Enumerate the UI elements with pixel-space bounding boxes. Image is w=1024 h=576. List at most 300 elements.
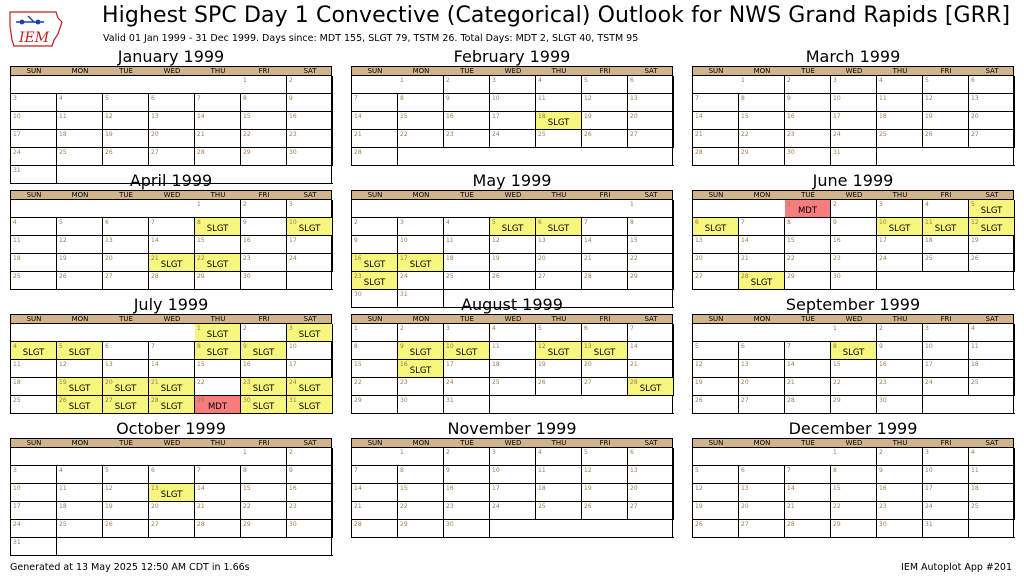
day-cell [785, 520, 831, 538]
day-number: 14 [151, 237, 159, 244]
day-number: 17 [492, 113, 500, 120]
day-cell [785, 112, 831, 130]
day-cell [923, 448, 969, 466]
day-cell [582, 218, 628, 236]
day-cell [582, 484, 628, 502]
day-cell [195, 324, 241, 342]
day-cell [352, 272, 398, 290]
day-cell [490, 218, 536, 236]
day-number: 26 [695, 397, 703, 404]
day-number: 22 [630, 255, 638, 262]
day-number: 14 [354, 113, 362, 120]
day-number: 26 [492, 273, 500, 280]
day-cell [877, 236, 923, 254]
day-number: 2 [446, 449, 450, 456]
day-cell [287, 254, 333, 272]
day-number: 2 [879, 449, 883, 456]
day-cell [831, 324, 877, 342]
day-cell [57, 218, 103, 236]
month-grid [10, 190, 332, 290]
day-cell [969, 76, 1015, 94]
day-number: 24 [289, 255, 297, 262]
day-cell [195, 130, 241, 148]
day-number: 10 [833, 95, 841, 102]
day-number: 12 [695, 485, 703, 492]
day-number: 12 [59, 361, 67, 368]
day-number: 30 [787, 149, 795, 156]
weekday-label: THU [892, 439, 908, 447]
day-cell [693, 466, 739, 484]
day-cell [923, 254, 969, 272]
day-number: 2 [446, 77, 450, 84]
day-cell [241, 236, 287, 254]
day-cell [57, 466, 103, 484]
day-number: 27 [741, 397, 749, 404]
weekday-label: MON [412, 67, 430, 75]
weekday-label: FRI [599, 191, 611, 199]
day-cell [287, 236, 333, 254]
day-number: 28 [741, 273, 749, 280]
day-cell [398, 396, 444, 414]
day-number: 23 [289, 503, 297, 510]
day-cell [923, 200, 969, 218]
day-number: 1 [787, 201, 791, 208]
outlook-category-label: SLGT [547, 118, 570, 128]
day-cell [536, 360, 582, 378]
day-number: 5 [695, 467, 699, 474]
day-cell [241, 272, 287, 290]
day-cell [536, 130, 582, 148]
weekday-label: TUE [119, 191, 133, 199]
day-number: 20 [151, 131, 159, 138]
day-cell [57, 112, 103, 130]
day-number: 15 [197, 237, 205, 244]
day-number: 30 [243, 397, 251, 404]
day-cell [969, 360, 1015, 378]
day-number: 29 [630, 273, 638, 280]
day-number: 25 [538, 503, 546, 510]
day-number: 14 [741, 237, 749, 244]
day-cell [693, 130, 739, 148]
day-number: 13 [151, 485, 159, 492]
day-number: 9 [400, 343, 404, 350]
day-number: 3 [400, 219, 404, 226]
day-number: 14 [630, 343, 638, 350]
outlook-category-label: SLGT [980, 224, 1003, 234]
day-cell [693, 94, 739, 112]
day-cell [444, 520, 490, 538]
day-number: 30 [879, 521, 887, 528]
outlook-category-label: SLGT [750, 278, 773, 288]
day-number: 23 [446, 131, 454, 138]
outlook-category-label: SLGT [252, 384, 275, 394]
day-cell [57, 236, 103, 254]
day-cell [287, 520, 333, 538]
day-number: 31 [833, 149, 841, 156]
month-grid [351, 438, 673, 538]
day-number: 6 [105, 343, 109, 350]
day-number: 24 [879, 255, 887, 262]
outlook-category-label: SLGT [547, 224, 570, 234]
weekday-label: WED [504, 315, 522, 323]
month-title: July 1999 [133, 295, 209, 314]
day-number: 22 [197, 379, 205, 386]
day-cell [536, 466, 582, 484]
day-cell [969, 112, 1015, 130]
day-cell [11, 484, 57, 502]
day-cell [739, 236, 785, 254]
day-cell [739, 360, 785, 378]
day-number: 28 [787, 397, 795, 404]
day-cell [103, 342, 149, 360]
day-number: 27 [105, 397, 113, 404]
day-cell [287, 448, 333, 466]
day-cell [785, 94, 831, 112]
day-cell [877, 342, 923, 360]
day-cell [739, 76, 785, 94]
day-cell [536, 324, 582, 342]
weekday-label: SAT [985, 191, 999, 199]
day-number: 16 [400, 361, 408, 368]
day-number: 14 [695, 113, 703, 120]
weekday-label: MON [753, 439, 771, 447]
day-number: 1 [741, 77, 745, 84]
weekday-label: SAT [644, 315, 658, 323]
day-cell [149, 378, 195, 396]
weekday-label: TUE [460, 439, 474, 447]
day-cell [831, 130, 877, 148]
day-number: 15 [833, 361, 841, 368]
day-cell [11, 236, 57, 254]
day-cell [693, 520, 739, 538]
day-number: 8 [630, 219, 634, 226]
day-number: 9 [879, 467, 883, 474]
outlook-category-label: SLGT [160, 490, 183, 500]
outlook-category-label: SLGT [160, 260, 183, 270]
day-number: 25 [971, 503, 979, 510]
day-number: 2 [289, 77, 293, 84]
day-cell [149, 520, 195, 538]
day-number: 17 [925, 485, 933, 492]
day-cell [628, 254, 674, 272]
day-number: 24 [289, 379, 297, 386]
day-cell [831, 254, 877, 272]
day-number: 9 [833, 219, 837, 226]
day-number: 21 [787, 503, 795, 510]
day-number: 6 [630, 77, 634, 84]
day-cell [739, 378, 785, 396]
day-number: 19 [925, 113, 933, 120]
day-cell [103, 502, 149, 520]
day-cell [628, 484, 674, 502]
day-cell [444, 272, 490, 290]
day-cell [241, 130, 287, 148]
day-number: 28 [151, 397, 159, 404]
day-number: 18 [879, 113, 887, 120]
weekday-label: TUE [460, 67, 474, 75]
day-number: 14 [354, 485, 362, 492]
day-number: 18 [492, 361, 500, 368]
weekday-label: WED [845, 439, 863, 447]
outlook-category-label: SLGT [252, 402, 275, 412]
day-number: 10 [879, 219, 887, 226]
day-number: 24 [446, 379, 454, 386]
day-number: 25 [492, 379, 500, 386]
weekday-label: FRI [599, 439, 611, 447]
day-number: 12 [105, 113, 113, 120]
day-number: 19 [584, 113, 592, 120]
day-number: 16 [446, 113, 454, 120]
day-cell [628, 130, 674, 148]
day-number: 25 [13, 273, 21, 280]
day-cell [739, 254, 785, 272]
weekday-label: FRI [258, 315, 270, 323]
blank-cell [693, 448, 831, 466]
day-number: 12 [492, 237, 500, 244]
weekday-label: THU [551, 315, 567, 323]
weekday-label: FRI [258, 67, 270, 75]
day-number: 31 [289, 397, 297, 404]
day-cell [582, 502, 628, 520]
day-number: 20 [741, 503, 749, 510]
day-number: 7 [151, 343, 155, 350]
day-number: 4 [971, 325, 975, 332]
day-number: 8 [400, 95, 404, 102]
day-number: 27 [584, 379, 592, 386]
day-number: 6 [971, 77, 975, 84]
day-number: 18 [13, 255, 21, 262]
day-number: 9 [289, 467, 293, 474]
day-cell [831, 218, 877, 236]
day-cell [352, 148, 398, 166]
day-number: 10 [13, 113, 21, 120]
day-cell [11, 112, 57, 130]
day-cell [11, 520, 57, 538]
weekday-label: MON [71, 315, 89, 323]
day-cell [923, 360, 969, 378]
day-cell [444, 130, 490, 148]
day-number: 30 [243, 273, 251, 280]
day-number: 2 [879, 325, 883, 332]
day-cell [693, 148, 739, 166]
day-number: 7 [584, 219, 588, 226]
day-cell [582, 236, 628, 254]
outlook-category-label: SLGT [22, 348, 45, 358]
day-cell [352, 360, 398, 378]
day-number: 5 [59, 219, 63, 226]
day-number: 28 [354, 521, 362, 528]
day-number: 10 [289, 219, 297, 226]
day-cell [693, 342, 739, 360]
day-number: 22 [741, 131, 749, 138]
day-cell [582, 254, 628, 272]
day-cell [444, 94, 490, 112]
day-cell [628, 502, 674, 520]
day-number: 11 [879, 95, 887, 102]
blank-cell [287, 272, 333, 290]
day-number: 12 [105, 485, 113, 492]
day-cell [57, 272, 103, 290]
day-number: 1 [197, 325, 201, 332]
day-cell [969, 378, 1015, 396]
outlook-category-label: SLGT [298, 384, 321, 394]
day-cell [149, 272, 195, 290]
day-cell [693, 236, 739, 254]
day-cell [536, 254, 582, 272]
weekday-label: TUE [119, 439, 133, 447]
weekday-header [352, 191, 672, 200]
weekday-label: TUE [801, 67, 815, 75]
day-number: 16 [354, 255, 362, 262]
weekday-label: SAT [303, 67, 317, 75]
day-cell [149, 94, 195, 112]
day-number: 21 [584, 255, 592, 262]
day-number: 21 [354, 131, 362, 138]
day-cell [149, 396, 195, 414]
svg-text:IEM: IEM [19, 30, 50, 46]
weekday-label: SUN [367, 439, 383, 447]
day-number: 8 [354, 343, 358, 350]
day-cell [969, 484, 1015, 502]
day-number: 3 [879, 201, 883, 208]
day-number: 22 [354, 379, 362, 386]
day-number: 7 [630, 325, 634, 332]
day-cell [352, 502, 398, 520]
weekday-label: MON [753, 67, 771, 75]
day-number: 5 [59, 343, 63, 350]
day-number: 10 [13, 485, 21, 492]
day-number: 27 [630, 503, 638, 510]
blank-cell [693, 76, 739, 94]
day-cell [923, 218, 969, 236]
day-cell [11, 342, 57, 360]
day-cell [831, 520, 877, 538]
outlook-category-label: SLGT [704, 224, 727, 234]
day-cell [444, 360, 490, 378]
day-cell [11, 272, 57, 290]
day-number: 9 [243, 343, 247, 350]
day-cell [444, 76, 490, 94]
day-cell [57, 502, 103, 520]
weekday-label: WED [163, 191, 181, 199]
day-cell [831, 272, 877, 290]
outlook-category-label: SLGT [409, 260, 432, 270]
day-number: 17 [13, 503, 21, 510]
day-number: 2 [289, 449, 293, 456]
day-number: 20 [105, 255, 113, 262]
day-number: 8 [400, 467, 404, 474]
day-number: 28 [354, 149, 362, 156]
day-cell [103, 520, 149, 538]
day-number: 31 [925, 521, 933, 528]
day-number: 5 [105, 467, 109, 474]
weekday-label: MON [412, 191, 430, 199]
blank-cell [11, 76, 241, 94]
day-number: 31 [13, 539, 21, 546]
day-cell [398, 112, 444, 130]
day-number: 4 [538, 77, 542, 84]
day-number: 4 [925, 201, 929, 208]
day-number: 18 [925, 237, 933, 244]
day-cell [490, 112, 536, 130]
day-cell [195, 466, 241, 484]
day-number: 29 [787, 273, 795, 280]
day-number: 14 [197, 485, 205, 492]
day-number: 16 [289, 485, 297, 492]
day-cell [785, 342, 831, 360]
day-number: 23 [243, 379, 251, 386]
day-cell [398, 324, 444, 342]
outlook-category-label: SLGT [252, 348, 275, 358]
day-number: 21 [151, 255, 159, 262]
day-cell [628, 378, 674, 396]
day-cell [969, 200, 1015, 218]
day-number: 13 [584, 343, 592, 350]
day-number: 22 [833, 379, 841, 386]
day-number: 10 [492, 95, 500, 102]
day-cell [582, 378, 628, 396]
day-cell [969, 218, 1015, 236]
month-title: November 1999 [447, 419, 577, 438]
day-number: 28 [695, 149, 703, 156]
day-number: 22 [833, 503, 841, 510]
day-number: 18 [971, 485, 979, 492]
weekday-label: WED [845, 191, 863, 199]
day-cell [536, 218, 582, 236]
day-cell [287, 112, 333, 130]
day-cell [628, 448, 674, 466]
day-cell [352, 218, 398, 236]
day-cell [693, 218, 739, 236]
day-cell [195, 218, 241, 236]
day-cell [785, 254, 831, 272]
day-cell [969, 254, 1015, 272]
day-number: 13 [538, 237, 546, 244]
day-cell [536, 342, 582, 360]
day-cell [103, 236, 149, 254]
weekday-label: THU [892, 67, 908, 75]
weekday-label: TUE [460, 315, 474, 323]
day-cell [490, 466, 536, 484]
day-cell [628, 324, 674, 342]
day-cell [785, 484, 831, 502]
day-number: 9 [446, 467, 450, 474]
weekday-label: TUE [119, 67, 133, 75]
day-cell [739, 466, 785, 484]
day-number: 17 [925, 361, 933, 368]
outlook-category-label: SLGT [160, 384, 183, 394]
day-cell [195, 342, 241, 360]
day-cell [352, 94, 398, 112]
day-cell [536, 502, 582, 520]
weekday-label: MON [753, 191, 771, 199]
day-cell [831, 148, 877, 166]
day-cell [923, 466, 969, 484]
day-cell [628, 94, 674, 112]
outlook-category-label: SLGT [114, 402, 137, 412]
day-number: 1 [400, 77, 404, 84]
day-cell [628, 466, 674, 484]
day-number: 17 [13, 131, 21, 138]
weekday-label: TUE [119, 315, 133, 323]
day-number: 24 [13, 521, 21, 528]
day-cell [287, 502, 333, 520]
day-number: 13 [630, 95, 638, 102]
day-number: 14 [584, 237, 592, 244]
day-cell [536, 236, 582, 254]
weekday-label: SUN [26, 191, 42, 199]
day-number: 2 [400, 325, 404, 332]
